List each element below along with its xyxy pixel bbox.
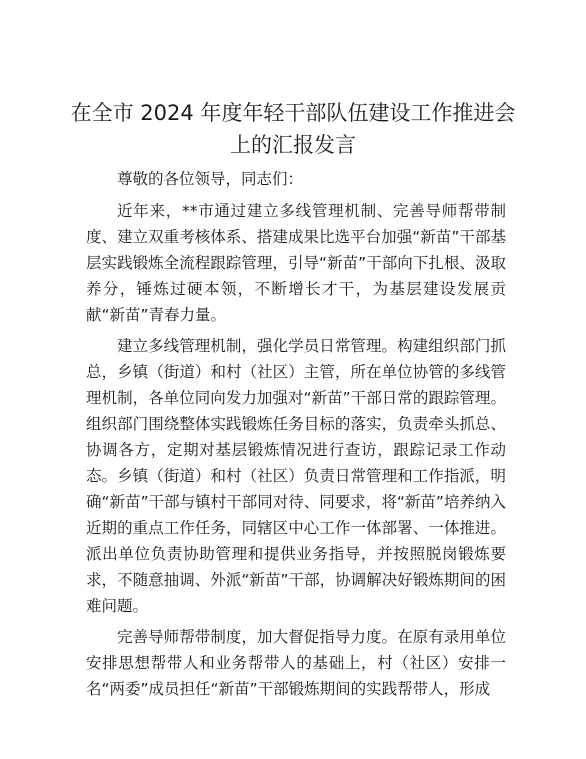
document-title <box>60 97 526 161</box>
paragraph-mentor-system: 完善导师帮带制度，加大督促指导力度。在原有录用单位安排思想帮带人和业务帮带人的基础上，村（社区）安排一名“两委”成员担任“新苗”干部锻炼期间的实践帮带人，形成 <box>86 628 506 698</box>
paragraph-intro: 近年来，**市通过建立多线管理机制、完善导师帮带制度、建立双重考核体系、搭建成果比选平台加强“新苗”干部基层实践锻炼全流程跟踪管理，引导“新苗”干部向下扎根、汲取养分，锤炼过硬本领，不断增长才干，为基层建设发展贡献“新苗”青春力量。 <box>86 202 506 324</box>
salutation: 尊敬的各位领导，同志们： <box>117 170 304 188</box>
title-line-1: 在全市 2024 年度年轻干部队伍建设工作推进会 <box>70 101 516 125</box>
document-body <box>86 166 506 707</box>
paragraph-management-mechanism: 建立多线管理机制，强化学员日常管理。构建组织部门抓总，乡镇（街道）和村（社区）主管，所在单位协管的多线管理机制，各单位同向发力加强对“新苗”干部日常的跟踪管理。组织部门围绕整体实践锻炼任务目标的落实，负责牵头抓总、协调各方，定期对基层锻炼情况进行查访，跟踪记录工作动态。乡镇（街道）和村（社区）负责日常管理和工作指派，明确“新苗”干部与镇村干部同对待、同要求，将“新苗”培养纳入近期的重点工作任务，同辖区中心工作一体部署、一体推进。派出单位负责协助管理和提供业务指导，并按照脱岗锻炼要求，不随意抽调、外派“新苗”干部，协调解决好锻炼期间的困难问题。 <box>86 337 506 615</box>
title-line-2: 上的汇报发言 <box>230 133 356 157</box>
